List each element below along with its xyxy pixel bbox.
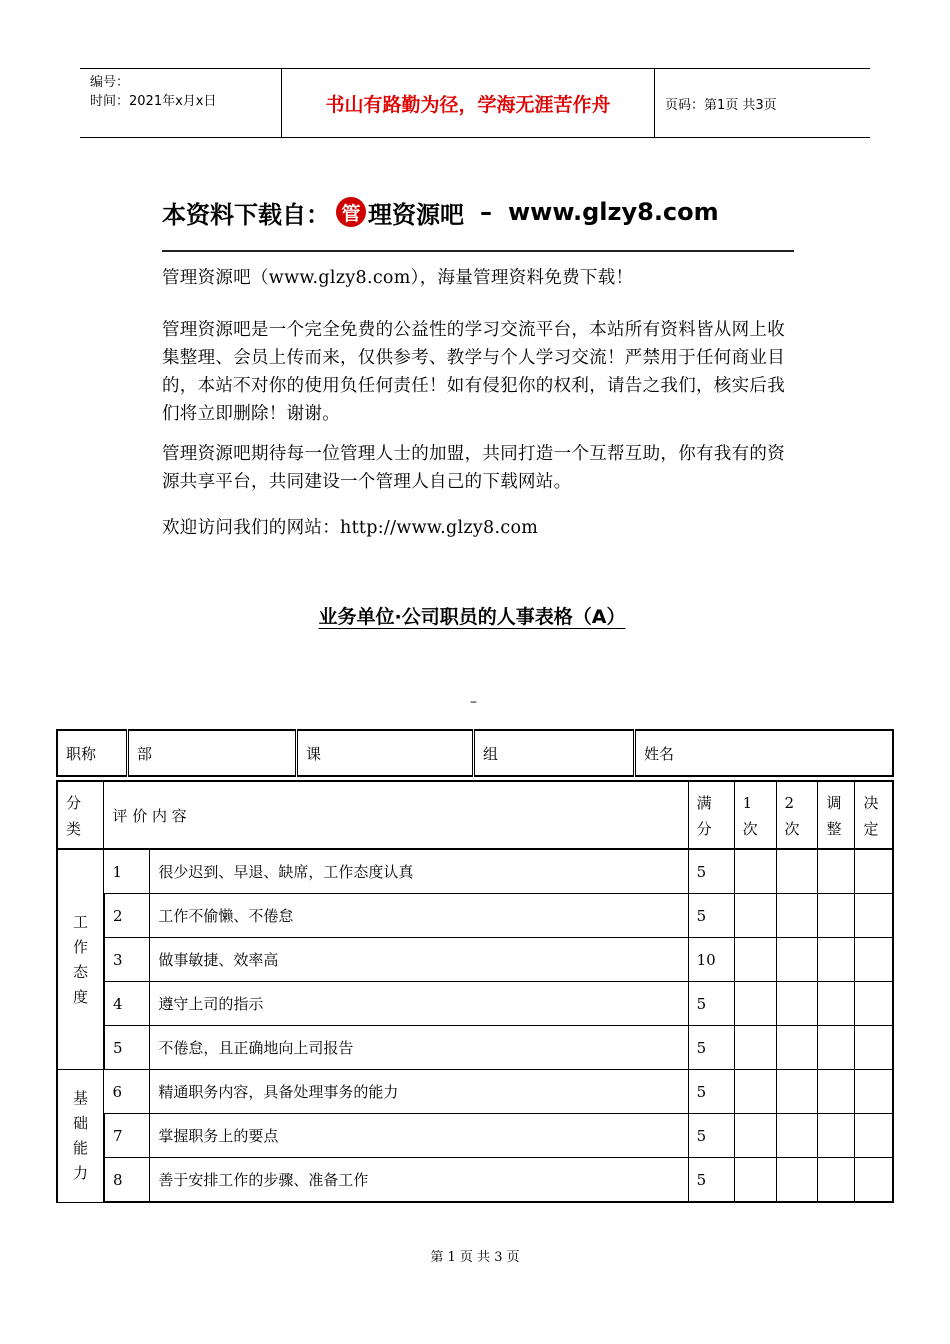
header-adjust: 调 整 (818, 781, 855, 849)
score-second-cell[interactable] (776, 849, 818, 894)
header-motto: 书山有路勤为径，学海无涯苦作舟 (282, 69, 655, 137)
item-score: 5 (688, 982, 734, 1026)
table-row (57, 1158, 893, 1203)
score-decision-cell[interactable] (855, 849, 893, 894)
page-footer: 第 1 页 共 3 页 (430, 1250, 520, 1265)
score-decision-cell[interactable] (855, 1114, 893, 1158)
score-decision-cell[interactable] (855, 1158, 893, 1203)
info-row (57, 730, 893, 776)
table-row (57, 849, 893, 894)
item-score: 5 (688, 894, 734, 938)
score-adjust-cell[interactable] (818, 1158, 855, 1203)
score-decision-cell[interactable] (855, 1070, 893, 1114)
item-score: 5 (688, 1158, 734, 1203)
personnel-form (56, 729, 894, 1203)
score-second-cell[interactable] (776, 1026, 818, 1070)
number-label: 编号： (90, 75, 130, 90)
header-full-score: 满 分 (688, 781, 734, 849)
category-basic-ability: 基 础 能 力 (57, 1070, 104, 1203)
document-title-text: 业务单位·公司职员的人事表格（A） (318, 606, 626, 628)
header-page-info: 页码：第1页 共3页 (665, 97, 777, 113)
item-score: 5 (688, 1070, 734, 1114)
score-first-cell[interactable] (734, 1026, 776, 1070)
score-second-cell[interactable] (776, 1114, 818, 1158)
table-header-row (57, 781, 893, 849)
item-text: 很少迟到、早退、缺席，工作态度认真 (150, 849, 688, 894)
item-number: 4 (104, 982, 150, 1026)
score-adjust-cell[interactable] (818, 1114, 855, 1158)
page-header (80, 68, 870, 138)
table-row (57, 1026, 893, 1070)
item-score: 5 (688, 1114, 734, 1158)
score-second-cell[interactable] (776, 982, 818, 1026)
score-first-cell[interactable] (734, 1070, 776, 1114)
score-decision-cell[interactable] (855, 1026, 893, 1070)
score-first-cell[interactable] (734, 1158, 776, 1203)
score-decision-cell[interactable] (855, 894, 893, 938)
banner-url[interactable]: www.glzy8.com (508, 198, 719, 226)
info-table (56, 729, 894, 777)
header-category: 分 类 (57, 781, 104, 849)
info-cell-department: 部 (128, 730, 297, 776)
banner-prefix: 本资料下载自： (162, 200, 330, 229)
header-meta (80, 69, 282, 137)
item-text: 掌握职务上的要点 (150, 1114, 688, 1158)
score-adjust-cell[interactable] (818, 894, 855, 938)
intro-paragraph-1: 管理资源吧（www.glzy8.com），海量管理资料免费下载！ (162, 268, 634, 288)
header-second: 2 次 (776, 781, 818, 849)
item-text: 工作不偷懒、不倦怠 (150, 894, 688, 938)
table-row (57, 938, 893, 982)
evaluation-table (56, 780, 894, 1203)
score-first-cell[interactable] (734, 1114, 776, 1158)
table-row (57, 1114, 893, 1158)
time-label: 时间：2021年x月x日 (90, 94, 217, 109)
score-second-cell[interactable] (776, 1158, 818, 1203)
score-adjust-cell[interactable] (818, 1070, 855, 1114)
item-score: 5 (688, 1026, 734, 1070)
item-number: 5 (104, 1026, 150, 1070)
intro-paragraph-3: 管理资源吧期待每一位管理人士的加盟，共同打造一个互帮互助，你有我有的资源共享平台，共同建设一个管理人自己的下载网站。 (162, 444, 785, 492)
header-decision: 决 定 (855, 781, 893, 849)
score-adjust-cell[interactable] (818, 938, 855, 982)
item-score: 10 (688, 938, 734, 982)
intro-paragraph-2: 管理资源吧是一个完全免费的公益性的学习交流平台，本站所有资料皆从网上收集整理、会员上传而来，仅供参考、教学与个人学习交流！严禁用于任何商业目的，本站不对你的使用负任何责任！如有侵犯你的权利，请告之我们，核实后我们将立即删除！谢谢。 (162, 320, 785, 424)
item-number: 7 (104, 1114, 150, 1158)
item-text: 遵守上司的指示 (150, 982, 688, 1026)
logo-icon: 管 (336, 197, 366, 227)
table-row (57, 894, 893, 938)
score-decision-cell[interactable] (855, 938, 893, 982)
score-adjust-cell[interactable] (818, 1026, 855, 1070)
download-banner (162, 188, 794, 252)
score-adjust-cell[interactable] (818, 849, 855, 894)
header-first: 1 次 (734, 781, 776, 849)
item-text: 善于安排工作的步骤、准备工作 (150, 1158, 688, 1203)
info-cell-group: 组 (474, 730, 635, 776)
score-first-cell[interactable] (734, 849, 776, 894)
document-title (0, 602, 950, 629)
item-number: 1 (104, 849, 150, 894)
header-content: 评 价 内 容 (104, 781, 688, 849)
score-first-cell[interactable] (734, 982, 776, 1026)
info-cell-title: 职称 (57, 730, 128, 776)
score-second-cell[interactable] (776, 1070, 818, 1114)
small-mark: – (470, 694, 477, 710)
item-number: 6 (104, 1070, 150, 1114)
score-first-cell[interactable] (734, 938, 776, 982)
info-cell-section: 课 (297, 730, 474, 776)
item-number: 2 (104, 894, 150, 938)
banner-site-name: 理资源吧 (368, 200, 464, 229)
item-number: 3 (104, 938, 150, 982)
score-second-cell[interactable] (776, 938, 818, 982)
intro-paragraph-4: 欢迎访问我们的网站：http://www.glzy8.com (162, 518, 539, 538)
item-text: 做事敏捷、效率高 (150, 938, 688, 982)
score-decision-cell[interactable] (855, 982, 893, 1026)
score-second-cell[interactable] (776, 894, 818, 938)
item-number: 8 (104, 1158, 150, 1203)
table-row (57, 982, 893, 1026)
table-row (57, 1070, 893, 1114)
banner-dash: – (480, 198, 492, 226)
item-score: 5 (688, 849, 734, 894)
info-cell-name: 姓名 (635, 730, 894, 776)
item-text: 不倦怠，且正确地向上司报告 (150, 1026, 688, 1070)
item-text: 精通职务内容，具备处理事务的能力 (150, 1070, 688, 1114)
category-work-attitude: 工 作 态 度 (57, 849, 104, 1070)
score-first-cell[interactable] (734, 894, 776, 938)
score-adjust-cell[interactable] (818, 982, 855, 1026)
